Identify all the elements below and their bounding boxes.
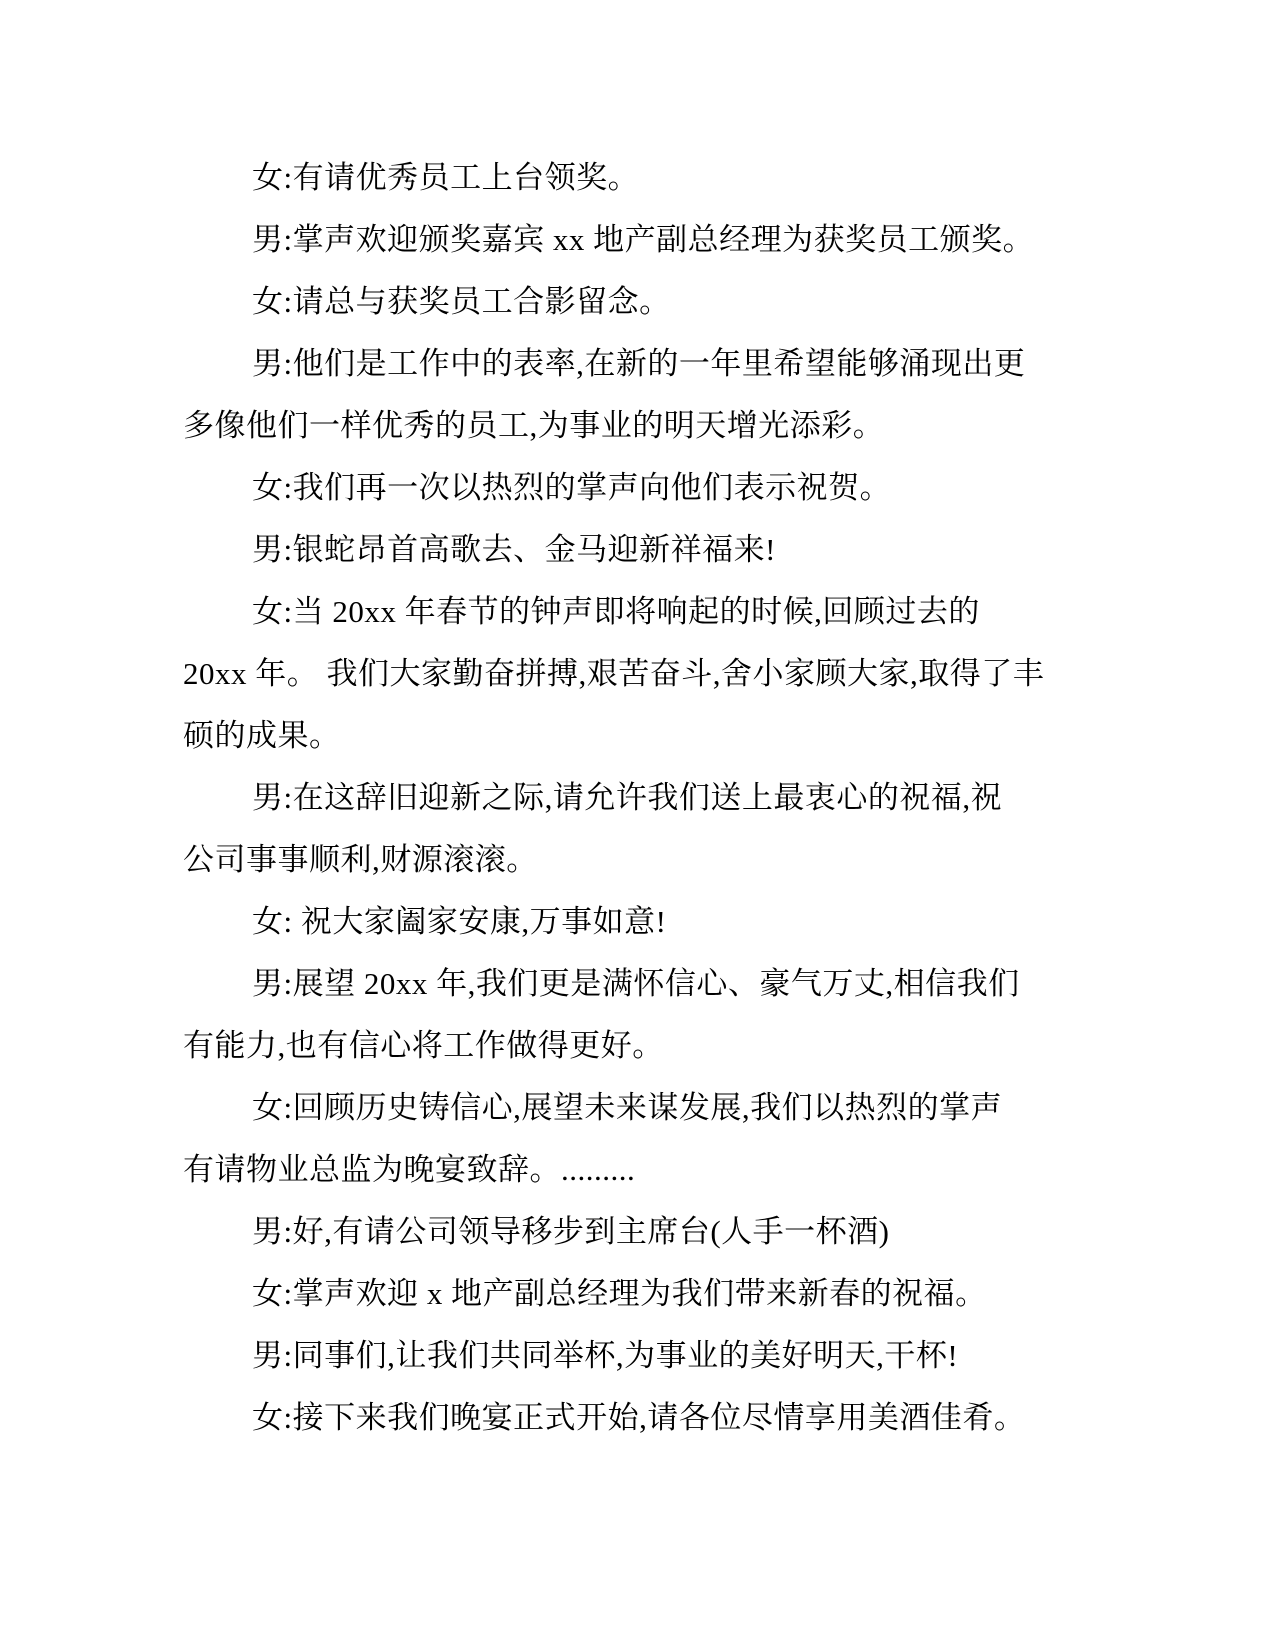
script-line: 女:回顾历史铸信心,展望未来谋发展,我们以热烈的掌声	[252, 1090, 1003, 1125]
script-line: 有能力,也有信心将工作做得更好。	[183, 1028, 664, 1063]
script-line: 男:同事们,让我们共同举杯,为事业的美好明天,干杯!	[252, 1338, 959, 1373]
script-line: 女:接下来我们晚宴正式开始,请各位尽情享用美酒佳肴。	[252, 1400, 1026, 1435]
script-line: 男:好,有请公司领导移步到主席台(人手一杯酒)	[252, 1214, 890, 1249]
script-line: 有请物业总监为晚宴致辞。.........	[183, 1152, 636, 1187]
script-line: 男:在这辞旧迎新之际,请允许我们送上最衷心的祝福,祝	[252, 780, 1003, 815]
script-line: 男:银蛇昂首高歌去、金马迎新祥福来!	[252, 532, 776, 567]
script-line: 女:掌声欢迎 x 地产副总经理为我们带来新春的祝福。	[252, 1276, 987, 1311]
script-line: 男:掌声欢迎颁奖嘉宾 xx 地产副总经理为获奖员工颁奖。	[252, 222, 1035, 257]
script-line: 多像他们一样优秀的员工,为事业的明天增光添彩。	[183, 408, 885, 443]
script-line: 男:展望 20xx 年,我们更是满怀信心、豪气万丈,相信我们	[252, 966, 1020, 1001]
script-line: 公司事事顺利,财源滚滚。	[183, 842, 538, 877]
script-line: 女: 祝大家阖家安康,万事如意!	[252, 904, 667, 939]
script-line: 20xx 年。 我们大家勤奋拼搏,艰苦奋斗,舍小家顾大家,取得了丰	[183, 656, 1045, 691]
script-body	[183, 147, 1073, 1449]
script-line: 女:有请优秀员工上台领奖。	[252, 160, 640, 195]
script-line: 女:当 20xx 年春节的钟声即将响起的时候,回顾过去的	[252, 594, 980, 629]
script-line: 女:我们再一次以热烈的掌声向他们表示祝贺。	[252, 470, 892, 505]
script-line: 女:请总与获奖员工合影留念。	[252, 284, 671, 319]
script-line: 硕的成果。	[183, 718, 341, 753]
script-line: 男:他们是工作中的表率,在新的一年里希望能够涌现出更	[252, 346, 1026, 381]
